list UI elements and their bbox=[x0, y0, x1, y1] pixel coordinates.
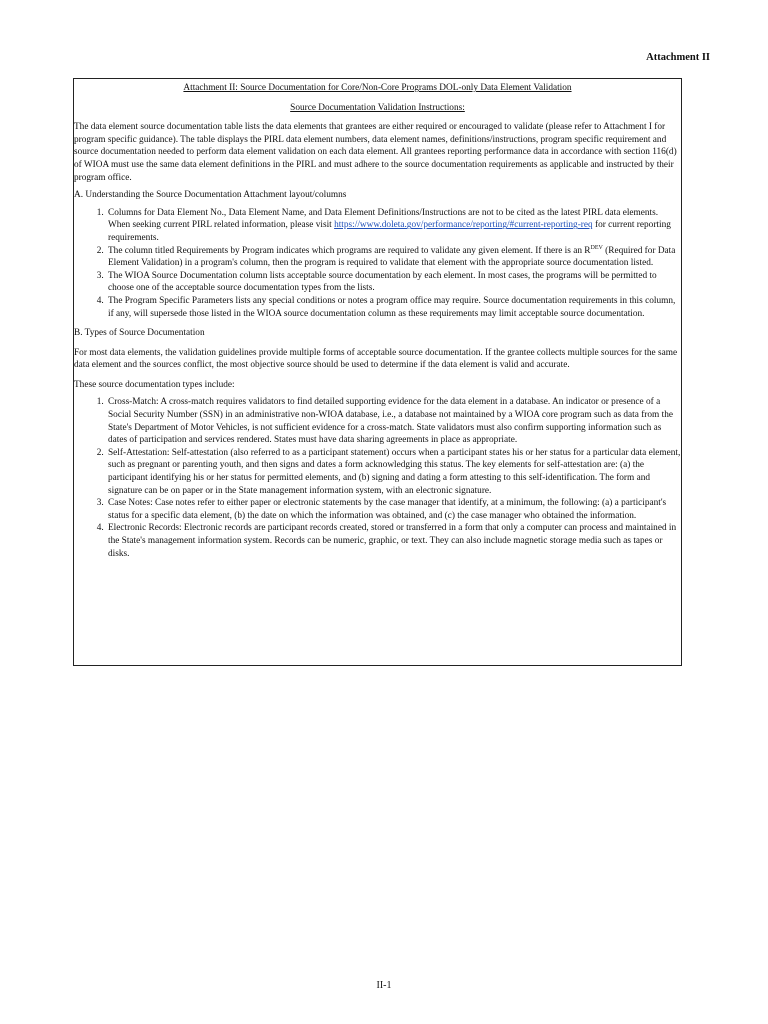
page-number: II-1 bbox=[376, 980, 392, 991]
section-b-list bbox=[74, 396, 681, 560]
source-type-item: 1. Cross-Match: A cross-match requires validators to find detailed supporting evidence for the data element in a database. An indicator or presence of a Social Security Number (SSN) in an administrative non-WIOA database, i.e., a database not maintained by a WIOA core program such as data from the State's Department of Motor Vehicles, is not sufficient evidence for a cross-match. State validators must also confirm supporting information such as dates of participation and services rendered. States must have data sharing agreements in place as appropriate. bbox=[106, 396, 681, 446]
section-a-item: 4. The Program Specific Parameters lists any special conditions or notes a program office may require. Source documentation requirements in this column, if any, will supersede those listed in the WIOA source documentation column as these requirements may limit acceptable source documentation. bbox=[106, 295, 681, 320]
section-a-item bbox=[106, 245, 681, 270]
source-type-item: 4. Electronic Records: Electronic records are participant records created, stored or transferred in a form that only a computer can process and maintained in the State's management information system. Records can be numeric, graphic, or text. They can also include magnetic storage media such as tapes or disks. bbox=[106, 522, 681, 560]
section-b-types-intro: These source documentation types include: bbox=[74, 379, 235, 390]
section-a-item1-text: Columns for Data Element No., Data Element Name, and Data Element Definitions/Instructions are not to be cited as the latest PIRL data elements. When seeking current PIRL related information, please visit bbox=[108, 207, 659, 231]
section-a-item bbox=[106, 207, 681, 245]
document-box bbox=[73, 78, 682, 666]
attachment-label: Attachment II bbox=[646, 52, 710, 63]
section-a-item: 3. The WIOA Source Documentation column lists acceptable source documentation by each element. In most cases, the programs will be permitted to choose one of the acceptable source documentation types from the lists. bbox=[106, 270, 681, 295]
intro-paragraph: The data element source documentation table lists the data elements that grantees are either required or encouraged to validate (please refer to Attachment I for program specific guidance). The table displays the PIRL data element numbers, data element names, definitions/instructions, program specific requirement and source documentation needed to perform data element validation on each data element. All grantees reporting performance data in accordance with section 116(d) of WIOA must use the same data element definitions in the PIRL and must adhere to the source documentation requirements as applicable and instructed by their program office. bbox=[74, 122, 677, 183]
section-b-paragraph: For most data elements, the validation guidelines provide multiple forms of acceptable source documentation. If the grantee collects multiple sources for the same data element and the sources conflict, the most objective source should be used to determine if the data element is valid and accurate. bbox=[74, 347, 678, 371]
section-a-list bbox=[74, 207, 681, 320]
rdev-superscript: DEV bbox=[590, 244, 603, 251]
section-a-item2-text-end: (Required for Data Element Validation) in a program's column, then the program is required to validate that element with the appropriate source documentation listed. bbox=[108, 245, 676, 269]
section-b-heading: B. Types of Source Documentation bbox=[74, 328, 205, 339]
section-a-item2-text: The column titled Requirements by Program indicates which programs are required to validate any given element. If there is an R bbox=[108, 245, 591, 256]
document-title: Attachment II: Source Documentation for Core/Non-Core Programs DOL-only Data Element Validation bbox=[183, 83, 572, 93]
doleta-reporting-link[interactable]: https://www.doleta.gov/performance/reporting/#current-reporting-req bbox=[334, 220, 593, 231]
section-a-heading: A. Understanding the Source Documentation Attachment layout/columns bbox=[74, 190, 347, 201]
source-type-item: 2. Self-Attestation: Self-attestation (also referred to as a participant statement) occurs when a participant states his or her status for a particular data element, such as pregnant or parenting youth, and then signs and dates a form acknowledging this status. The key elements for self-attestation are: (a) the participant identifying his or her status for permitted elements, and (b) signing and dating a form attesting to this self-identification. The form and signature can be on paper or in the State management information system, with an electronic signature. bbox=[106, 447, 681, 497]
section-a-item1-text-end: for current reporting requirements. bbox=[108, 220, 671, 243]
document-subtitle: Source Documentation Validation Instructions: bbox=[290, 102, 465, 113]
source-type-item: 3. Case Notes: Case notes refer to either paper or electronic statements by the case manager that identify, at a minimum, the following: (a) a participant's status for a specific data element, (b) the date on which the information was obtained, and (c) the case manager who obtained the information. bbox=[106, 497, 681, 522]
